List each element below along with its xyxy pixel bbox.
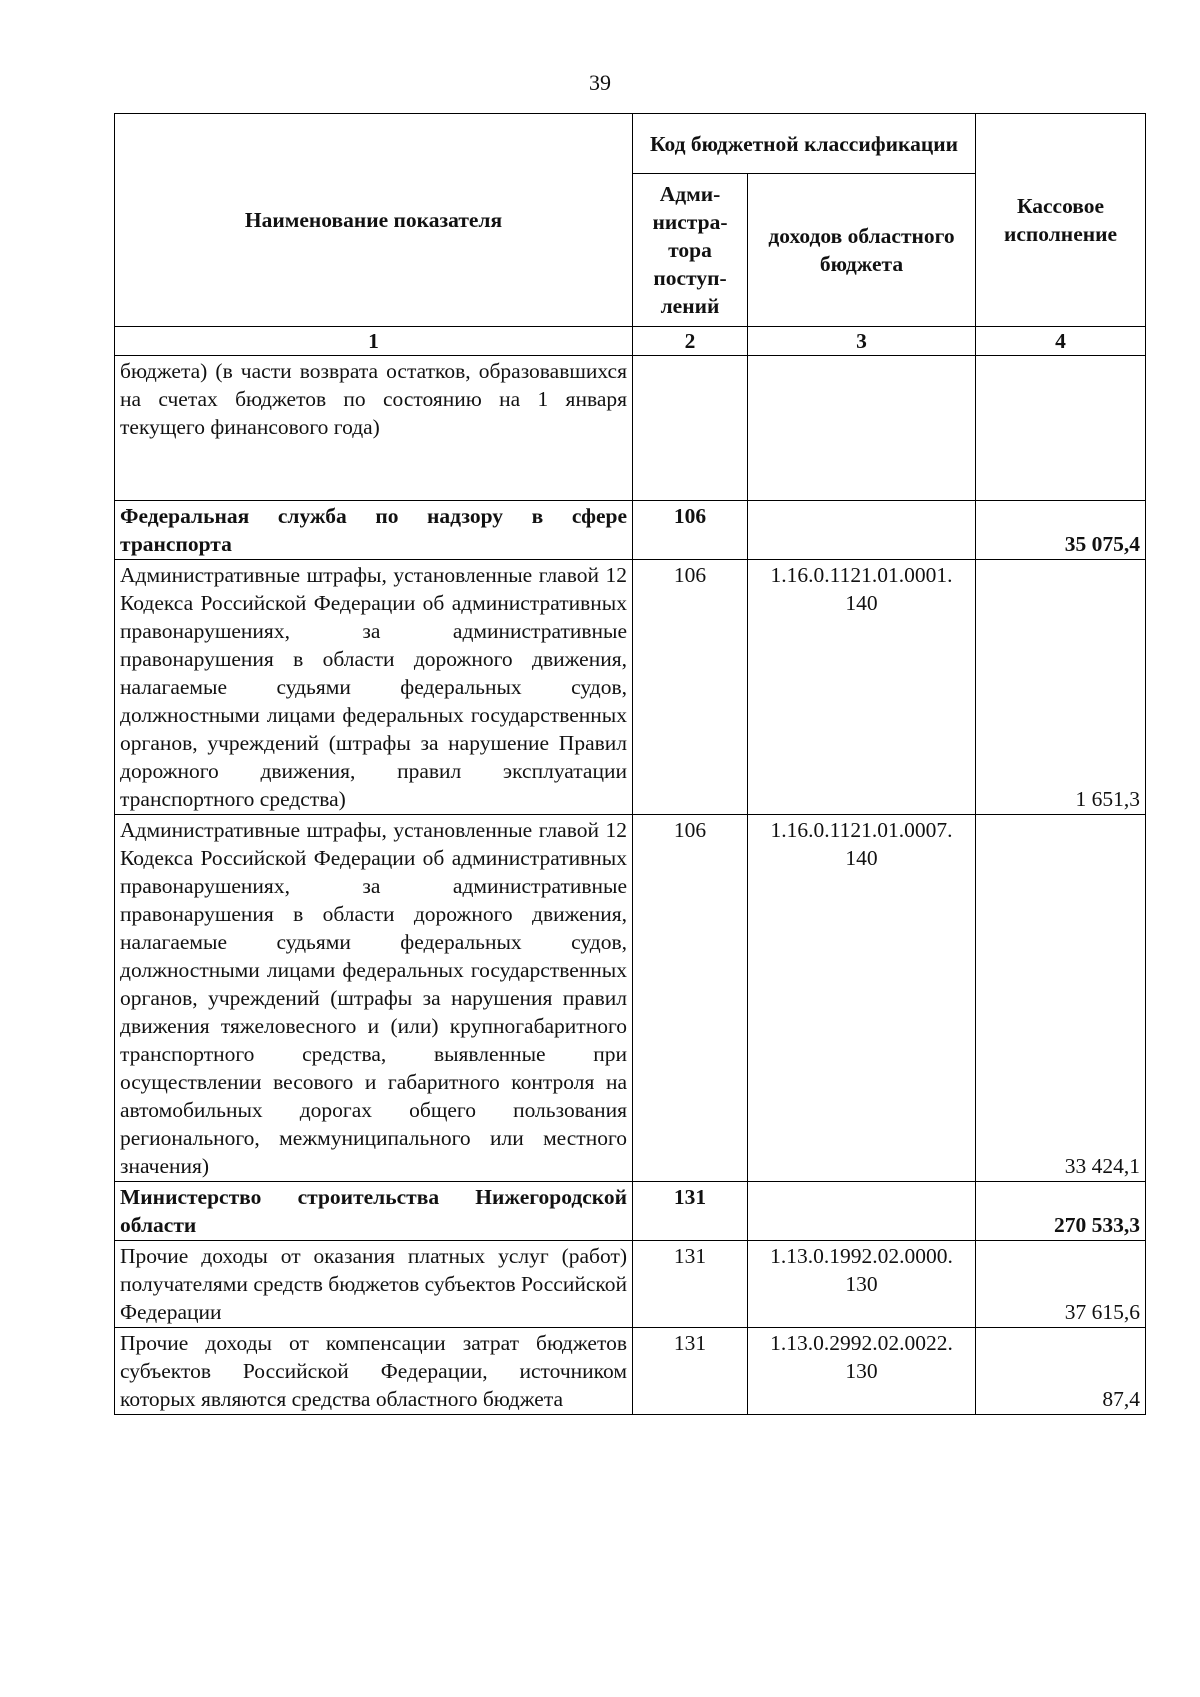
table-row: [115, 1182, 1146, 1241]
row-admin-code: 106: [633, 501, 748, 560]
table-row: [115, 1328, 1146, 1415]
column-number: 4: [976, 327, 1146, 356]
row-admin-code: 106: [633, 560, 748, 815]
row-amount: 270 533,3: [976, 1182, 1146, 1241]
header-admin: Адми-нистра-тора поступ-лений: [633, 174, 748, 327]
row-admin-code: 131: [633, 1182, 748, 1241]
column-number: 1: [115, 327, 633, 356]
column-number-row: [115, 327, 1146, 356]
row-income-code: 1.16.0.1121.01.0007. 140: [748, 815, 976, 1182]
row-name: Административные штрафы, установленные главой 12 Кодекса Российской Федерации об административных правонарушениях, за административные правонарушения в области дорожного движения, налагаемые судьями федеральных судов, должностными лицами федеральных государственных органов, учреждений (штрафы за нарушения правил движения тяжеловесного и (или) крупногабаритного транспортного средства, выявленные при осуществлении весового и габаритного контроля на автомобильных дорогах общего пользования регионального, межмуниципального или местного значения): [115, 815, 633, 1182]
row-name: Прочие доходы от компенсации затрат бюджетов субъектов Российской Федерации, источником которых являются средства областного бюджета: [115, 1328, 633, 1415]
row-name: бюджета) (в части возврата остатков, образовавшихся на счетах бюджетов по состоянию на 1 января текущего финансового года): [115, 356, 633, 501]
row-amount: 33 424,1: [976, 815, 1146, 1182]
table-row: [115, 501, 1146, 560]
row-amount: 35 075,4: [976, 501, 1146, 560]
header-income: доходов областного бюджета: [748, 174, 976, 327]
row-name: Федеральная служба по надзору в сфере транспорта: [115, 501, 633, 560]
row-name: Министерство строительства Нижегородской области: [115, 1182, 633, 1241]
row-amount: 1 651,3: [976, 560, 1146, 815]
row-income-code: 1.16.0.1121.01.0001. 140: [748, 560, 976, 815]
row-amount: [976, 356, 1146, 501]
table-row: [115, 1241, 1146, 1328]
table-row: [115, 356, 1146, 501]
table-row: [115, 560, 1146, 815]
row-income-code: [748, 1182, 976, 1241]
row-admin-code: 131: [633, 1241, 748, 1328]
row-amount: 87,4: [976, 1328, 1146, 1415]
header-name: Наименование показателя: [115, 114, 633, 327]
header-classification: Код бюджетной классификации: [633, 114, 976, 174]
row-name: Прочие доходы от оказания платных услуг (работ) получателями средств бюджетов субъектов Российской Федерации: [115, 1241, 633, 1328]
column-number: 2: [633, 327, 748, 356]
row-income-code: [748, 501, 976, 560]
table-row: [115, 815, 1146, 1182]
row-income-code: 1.13.0.2992.02.0022. 130: [748, 1328, 976, 1415]
row-income-code: 1.13.0.1992.02.0000. 130: [748, 1241, 976, 1328]
row-admin-code: [633, 356, 748, 501]
budget-table: [114, 113, 1146, 1415]
row-name: Административные штрафы, установленные главой 12 Кодекса Российской Федерации об административных правонарушениях, за административные правонарушения в области дорожного движения, налагаемые судьями федеральных судов, должностными лицами федеральных государственных органов, учреждений (штрафы за нарушение Правил дорожного движения, правил эксплуатации транспортного средства): [115, 560, 633, 815]
column-number: 3: [748, 327, 976, 356]
page-number: 39: [589, 70, 611, 95]
row-amount: 37 615,6: [976, 1241, 1146, 1328]
row-admin-code: 106: [633, 815, 748, 1182]
header-execution: Кассовое исполнение: [976, 114, 1146, 327]
row-income-code: [748, 356, 976, 501]
row-admin-code: 131: [633, 1328, 748, 1415]
